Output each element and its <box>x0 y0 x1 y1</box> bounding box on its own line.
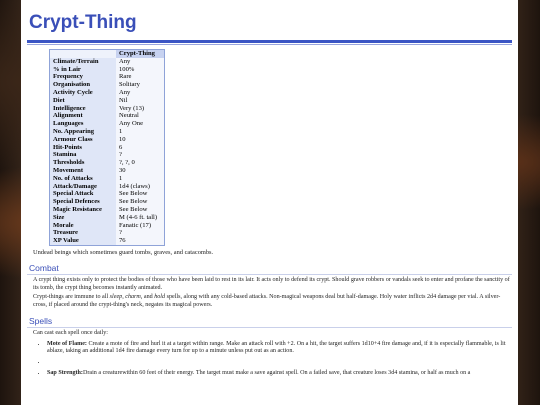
stat-value: See Below <box>116 190 165 198</box>
stat-row <box>50 66 165 74</box>
stat-row <box>50 112 165 120</box>
stat-value: 6 <box>116 144 165 152</box>
stat-label: Diet <box>50 97 117 105</box>
stat-row <box>50 237 165 245</box>
stat-value: 76 <box>116 237 165 245</box>
stat-label: Organisation <box>50 81 117 89</box>
stat-label: Languages <box>50 120 117 128</box>
stat-value: ?, ?, 0 <box>116 159 165 167</box>
stat-label: Activity Cycle <box>50 89 117 97</box>
hold-spell-ref: hold <box>154 294 166 301</box>
stat-label: Morale <box>50 222 117 230</box>
stat-row <box>50 120 165 128</box>
stat-block-corner <box>50 50 117 58</box>
stat-value: 1 <box>116 175 165 183</box>
charm-spell-ref: charm <box>125 294 141 301</box>
combat-p2-text-a: Crypt-things are immune to all <box>33 294 110 301</box>
stat-row <box>50 190 165 198</box>
document-page <box>21 0 518 405</box>
stat-value: Any <box>116 58 165 66</box>
stat-value: 1d4 (claws) <box>116 183 165 191</box>
stat-block-table <box>49 49 165 246</box>
stat-label: Intelligence <box>50 105 117 113</box>
stat-label: Hit-Points <box>50 144 117 152</box>
spell-description: Drain a creaturewithin 60 feet of their energy. The target must make a save against spell. On a failed save, that creature loses 3d4 stamina, or half as much on a <box>82 369 471 376</box>
stat-label: No. Appearing <box>50 128 117 136</box>
stat-value: ? <box>116 151 165 159</box>
stat-label: Movement <box>50 167 117 175</box>
stat-row <box>50 73 165 81</box>
spell-item-empty <box>47 359 512 367</box>
stat-row <box>50 105 165 113</box>
stat-row <box>50 89 165 97</box>
stat-label: Thresholds <box>50 159 117 167</box>
stat-row <box>50 58 165 66</box>
stat-block-body <box>50 58 165 246</box>
stat-label: Special Defences <box>50 198 117 206</box>
combat-p2-text-c: , and <box>140 294 155 301</box>
stat-row <box>50 183 165 191</box>
stat-label: Treasure <box>50 229 117 237</box>
stat-row <box>50 136 165 144</box>
stat-value: Rare <box>116 73 165 81</box>
stat-value: Very (13) <box>116 105 165 113</box>
stat-label: No. of Attacks <box>50 175 117 183</box>
stat-row <box>50 128 165 136</box>
spell-item <box>47 370 512 378</box>
combat-paragraph-2 <box>33 294 512 309</box>
stat-row <box>50 175 165 183</box>
combat-heading-rule <box>27 274 512 275</box>
spell-name: Mote of Flame: <box>47 340 87 347</box>
stat-label: Magic Resistance <box>50 206 117 214</box>
spell-name: Sap Strength: <box>47 369 83 376</box>
spell-list <box>27 341 512 377</box>
stat-row <box>50 206 165 214</box>
spell-item <box>47 341 512 356</box>
stat-row <box>50 144 165 152</box>
stat-block-header: Crypt-Thing <box>116 50 165 58</box>
stat-label: % in Lair <box>50 66 117 74</box>
page-title: Crypt-Thing <box>29 12 137 33</box>
spells-heading: Spells <box>29 316 53 327</box>
stat-value: 1 <box>116 128 165 136</box>
stat-row <box>50 214 165 222</box>
stat-value: Any One <box>116 120 165 128</box>
stat-block-header-row <box>50 50 165 58</box>
stat-value: ? <box>116 229 165 237</box>
stat-row <box>50 229 165 237</box>
stat-value: Solitary <box>116 81 165 89</box>
stat-row <box>50 222 165 230</box>
stat-value: 30 <box>116 167 165 175</box>
combat-heading: Combat <box>29 262 59 273</box>
stat-value: Neutral <box>116 112 165 120</box>
combat-paragraph-1: A crypt thing exists only to protect the bodies of those who have been laid to rest in its lair. It acts only to defend its crypt. Should grave robbers or vandals seek to enter and profane the sanctity of its tomb, the crypt thing becomes instantly animated. <box>33 276 510 291</box>
stat-value: See Below <box>116 198 165 206</box>
stat-label: Armour Class <box>50 136 117 144</box>
title-divider <box>27 40 512 43</box>
combat-p2-text-b: , <box>122 294 126 301</box>
stat-value: 10 <box>116 136 165 144</box>
stat-label: XP Value <box>50 237 117 245</box>
stat-label: Alignment <box>50 112 117 120</box>
stat-label: Attack/Damage <box>50 183 117 191</box>
stat-label: Stamina <box>50 151 117 159</box>
stat-value: Any <box>116 89 165 97</box>
spell-description: Create a mote of fire and hurl it at a target within range. Make an attack roll with +2. On a hit, the target suffers 1d10+4 fire damage and, if it is especially flammable, is lit ablaze, taking an additional 1d4 fire damage every turn for up to a minute unless put out as an action. <box>47 340 506 355</box>
stat-value: M (4-6 ft. tall) <box>116 214 165 222</box>
stat-label: Special Attack <box>50 190 117 198</box>
stat-row <box>50 159 165 167</box>
spells-heading-rule <box>27 327 512 328</box>
sleep-spell-ref: sleep <box>109 294 123 301</box>
stat-row <box>50 97 165 105</box>
stat-label: Climate/Terrain <box>50 58 117 66</box>
stat-row <box>50 198 165 206</box>
stat-row <box>50 151 165 159</box>
stat-value: Fanatic (17) <box>116 222 165 230</box>
stat-row <box>50 167 165 175</box>
spells-intro: Can cast each spell once daily: <box>33 330 108 337</box>
stat-label: Size <box>50 214 117 222</box>
combat-p2-text-d: spells, along with any cold-based attacks. Non-magical weapons deal but half-damage. Holy water inflicts 2d4 damage per vial. A silver-cross, if placed around the crypt-thing's neck, negates its magical powers. <box>33 294 501 308</box>
monster-intro: Undead beings which sometimes guard tombs, graves, and catacombs. <box>33 248 214 256</box>
stat-value: 100% <box>116 66 165 74</box>
stat-label: Frequency <box>50 73 117 81</box>
stat-value: See Below <box>116 206 165 214</box>
stat-value: Nil <box>116 97 165 105</box>
stat-row <box>50 81 165 89</box>
title-divider-thin <box>27 44 512 45</box>
